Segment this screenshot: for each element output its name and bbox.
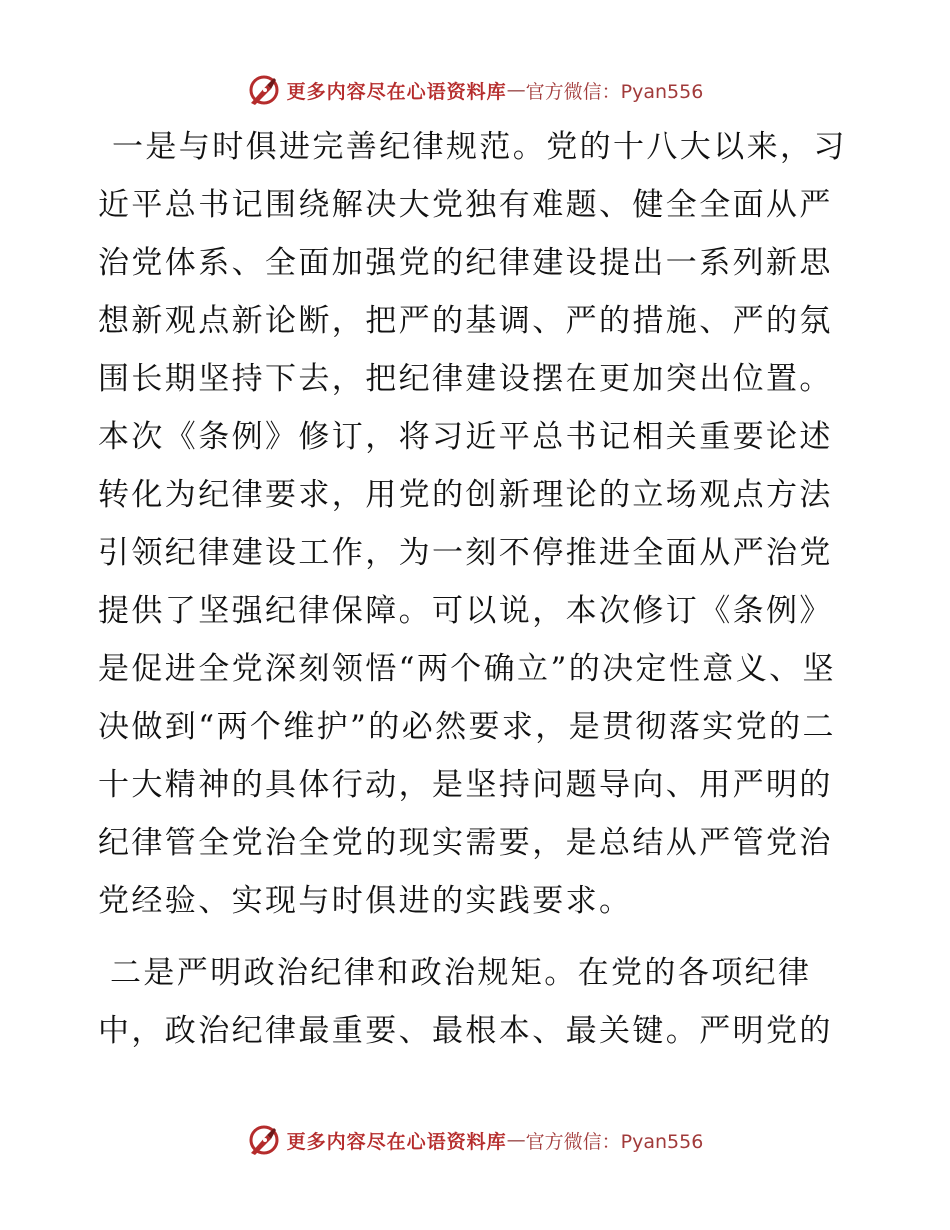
- pen-nib-logo-icon: [247, 73, 281, 107]
- header-separator: —: [506, 79, 526, 101]
- header-banner-text: 更多内容尽在心语资料库: [286, 80, 507, 103]
- paragraph-discipline-norms: 一是与时俱进完善纪律规范。党的十八大以来，习近平总书记围绕解决大党独有难题、健全全面从严治党体系、全面加强党的纪律建设提出一系列新思想新观点新论断，把严的基调、严的措施、严的氛围长期坚持下去，把纪律建设摆在更加突出位置。本次《条例》修订，将习近平总书记相关重要论述转化为纪律要求，用党的创新理论的立场观点方法引领纪律建设工作，为一刻不停推进全面从严治党提供了坚强纪律保障。可以说，本次修订《条例》是促进全党深刻领悟“两个确立”的决定性意义、坚决做到“两个维护”的必然要求，是贯彻落实党的二十大精神的具体行动，是坚持问题导向、用严明的纪律管全党治全党的现实需要，是总结从严管党治党经验、实现与时俱进的实践要求。: [98, 129, 847, 919]
- footer-separator: —: [506, 1129, 526, 1151]
- footer-banner: [0, 1118, 950, 1162]
- document-body: [98, 118, 858, 1060]
- paragraph-political-discipline: 二是严明政治纪律和政治规矩。在党的各项纪律中，政治纪律最重要、最根本、最关键。严明党的: [98, 955, 833, 1049]
- header-banner: [0, 68, 950, 112]
- pen-nib-logo-icon: [247, 1123, 281, 1157]
- header-wechat-text: 官方微信：Pyan556: [525, 80, 704, 103]
- footer-banner-text: 更多内容尽在心语资料库: [286, 1130, 507, 1153]
- footer-wechat-text: 官方微信：Pyan556: [525, 1130, 704, 1153]
